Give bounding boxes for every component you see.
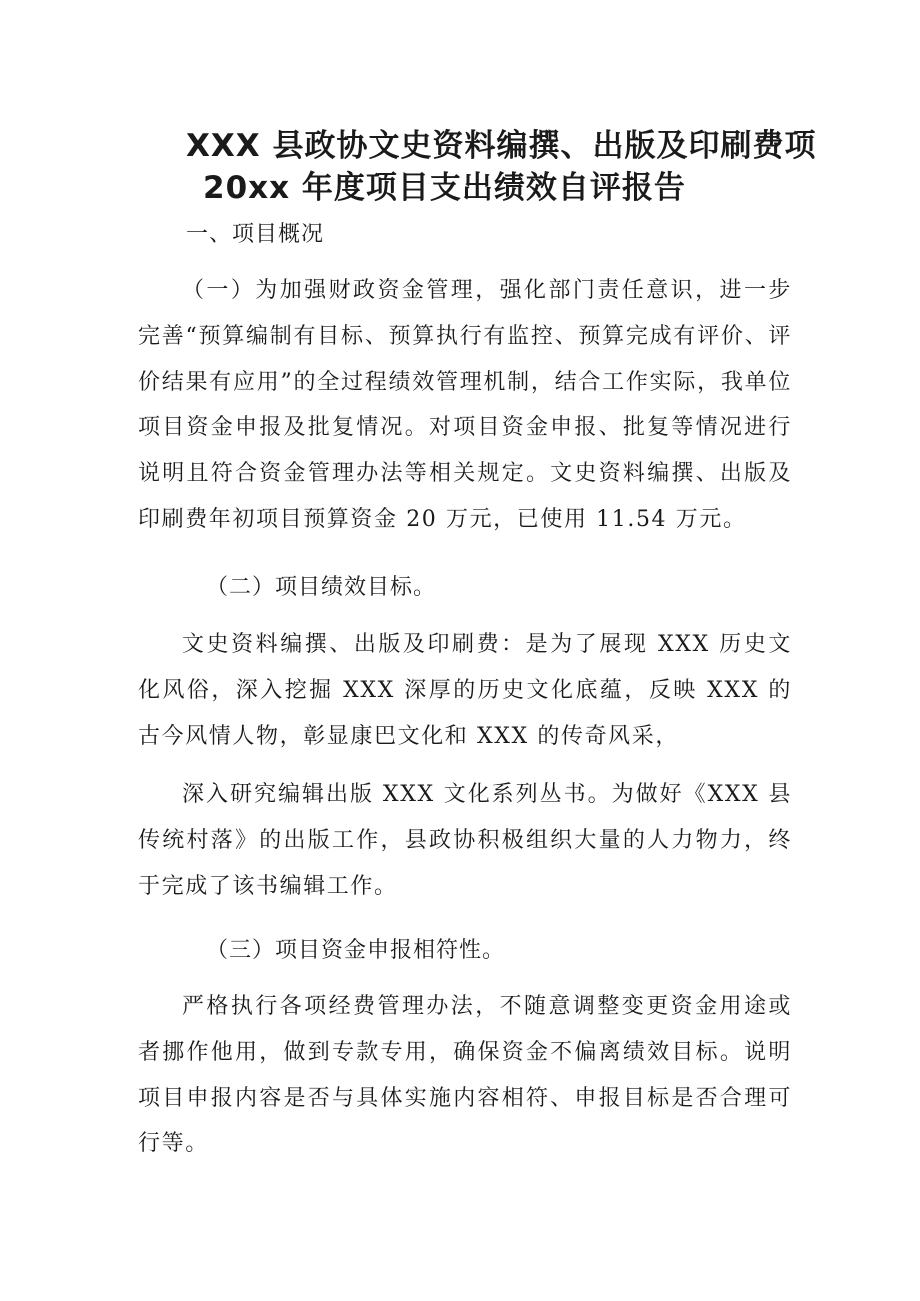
paragraph-book-series: 深入研究编辑出版 XXX 文化系列丛书。为做好《XXX 县传统村落》的出版工作，县政协积极组织大量的人力物力，终于完成了该书编辑工作。 [138,782,792,899]
paragraph-fund-rules: 严格执行各项经费管理办法，不随意调整变更资金用途或者挪作他用，做到专款专用，确保资金不偏离绩效目标。说明项目申报内容是否与具体实施内容相符、申报目标是否合理可行等。 [138,994,792,1157]
paragraph-fund-management: （一）为加强财政资金管理，强化部门责任意识，进一步完善“预算编制有目标、预算执行有监控、预算完成有评价、评价结果有应用”的全过程绩效管理机制，结合工作实际，我单位项目资金申报及批复情况。对项目资金申报、批复等情况进行说明且符合资金管理办法等相关规定。文史资料编撰、出版及印刷费年初项目预算资金 20 万元，已使用 11.54 万元。 [138,278,792,532]
paragraph-printing-purpose: 文史资料编撰、出版及印刷费：是为了展现 XXX 历史文化风俗，深入挖掘 XXX 深厚的历史文化底蕴，反映 XXX 的古今风情人物，彰显康巴文化和 XXX 的传奇风采， [138,632,792,749]
subsection-heading-fund-consistency: （三）项目资金申报相符性。 [206,938,506,963]
document-title-line2: 20xx 年度项目支出绩效自评报告 [203,170,686,206]
section-heading-overview: 一、项目概况 [186,222,325,247]
subsection-heading-performance-goals: （二）项目绩效目标。 [206,575,437,600]
document-title-line1: XXX 县政协文史资料编撰、出版及印刷费项 [186,128,817,164]
